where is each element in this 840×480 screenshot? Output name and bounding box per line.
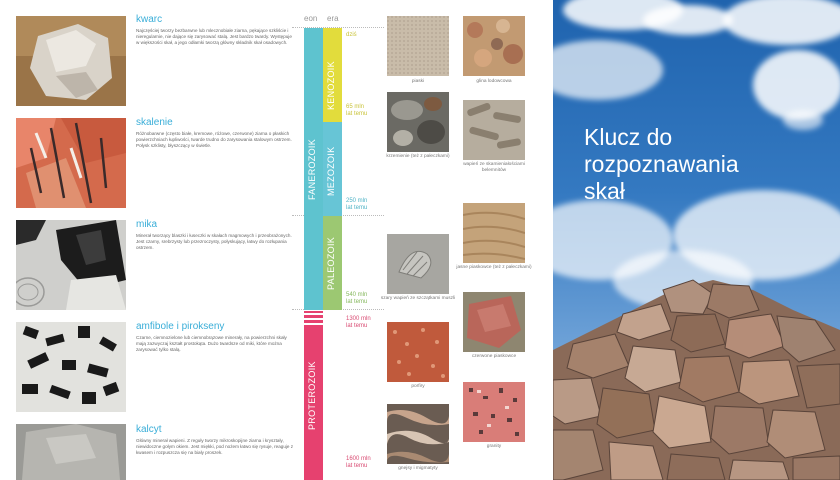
porphyry-photo — [387, 322, 449, 382]
feldspar-photo — [16, 118, 126, 208]
eon-header: eon — [304, 14, 318, 23]
stripe — [304, 323, 323, 325]
flint-photo — [387, 92, 449, 152]
red-sandstone-photo — [463, 292, 525, 352]
date-label: 65 mln lat temu — [346, 104, 368, 117]
mineral-description: Czarne, ciemnozielone lub ciemnobrązowe minerały, na powierzchni skały mają zazwyczaj kształt prostokąta. Dużo twardsze od miki, które można zarysować tylko stalą. — [136, 335, 287, 352]
date-label: 250 mln lat temu — [346, 198, 368, 211]
rock-caption: glina lodowcowa — [476, 79, 512, 84]
rock-caption: gnejsy i migmatyty — [398, 466, 438, 471]
era-label: PALEOZOIK — [326, 236, 336, 290]
stripe — [304, 318, 323, 320]
cover-panel — [553, 0, 840, 480]
mineral-title: kalcyt — [136, 424, 162, 435]
mineral-description: Różnobarwne (często białe, kremowe, różowe, czerwone) ziarna o płaskich powierzchniach łupliwości, twarde trudno do zarysowania stalowym ostrzem. Połysk szklisty, błyszczący w świetle. — [136, 131, 292, 148]
rock-caption: szary wapień ze szczątkami muszli — [380, 296, 456, 301]
cloud — [643, 5, 733, 35]
cover-title-line: rozpoznawania — [584, 151, 739, 177]
sand-photo — [387, 16, 449, 76]
calcite-photo — [16, 424, 126, 480]
cover-title-line: skał — [584, 178, 625, 204]
eon-label: PROTEROZOIK — [307, 361, 317, 430]
cloud — [553, 40, 663, 100]
mineral-description: Główny minerał wapieni. Z reguły tworzy mikroskopijne ziarna i kryształy, niewidoczne gołym okiem. Jest miękki, pod nożem łatwo się rysuje, reaguje z kwasem i rozpuszcza się na biały proszek. — [136, 438, 294, 455]
era-label: KENOZOIK — [326, 61, 336, 110]
light-sandstone-photo — [463, 203, 525, 263]
cover-title — [584, 124, 739, 205]
mineral-description: Najczęściej tworzy bezbarwne lub mlecznobiałe ziarna, pękające szkliście i nieregularnie, nie dające się zarysować stalą. Jest bardzo twardy. Występuje w większości skał, a jego odłamki tworzą główny składnik skał osadowych. — [136, 28, 292, 45]
mineral-description: Minerał tworzący blaszki i łuseczki w skałach magmowych i przeobrażonych. Jest czarny, srebrzysty lub przezroczysty, połyskujący, łatwy do rozłupania ostrzem. — [136, 233, 292, 250]
date-label: 1300 mln lat temu — [346, 316, 371, 329]
gneiss-photo — [387, 404, 449, 464]
mineral-title: kwarc — [136, 14, 163, 25]
mineral-title: amfibole i pirokseny — [136, 321, 225, 332]
till-photo — [463, 16, 525, 76]
quartz-photo — [16, 16, 126, 106]
belemnite-limestone-photo — [463, 100, 525, 160]
date-label: dziś — [346, 32, 357, 38]
eon-label: FANEROZOIK — [307, 138, 317, 200]
rock-pile — [553, 270, 840, 480]
era-header: era — [327, 14, 339, 23]
rock-caption: porfiry — [411, 384, 425, 389]
cloud — [723, 0, 840, 45]
cloud — [783, 110, 823, 130]
rock-caption: wapień ze skamieniałościami belemnitów — [463, 162, 525, 173]
stripe — [304, 313, 323, 315]
date-label: 540 mln lat temu — [346, 292, 368, 305]
era-label: MEZOZOIK — [326, 146, 336, 196]
gray-limestone-photo — [387, 234, 449, 294]
rock-caption: krzemienie (też z pałeczkami) — [386, 154, 450, 159]
rock-caption: piaski — [411, 79, 425, 84]
mineral-title: mika — [136, 219, 158, 230]
date-label: 1600 mln lat temu — [346, 456, 371, 469]
rock-caption: czerwone piaskowce — [471, 354, 517, 359]
mica-photo — [16, 220, 126, 310]
granite-photo — [463, 382, 525, 442]
cover-title-line: Klucz do — [584, 124, 673, 150]
rock-caption: jasne piaskowce (też z pałeczkami) — [456, 265, 532, 270]
amphibole-photo — [16, 322, 126, 412]
rock-caption: granity — [486, 444, 502, 449]
mineral-title: skalenie — [136, 117, 173, 128]
